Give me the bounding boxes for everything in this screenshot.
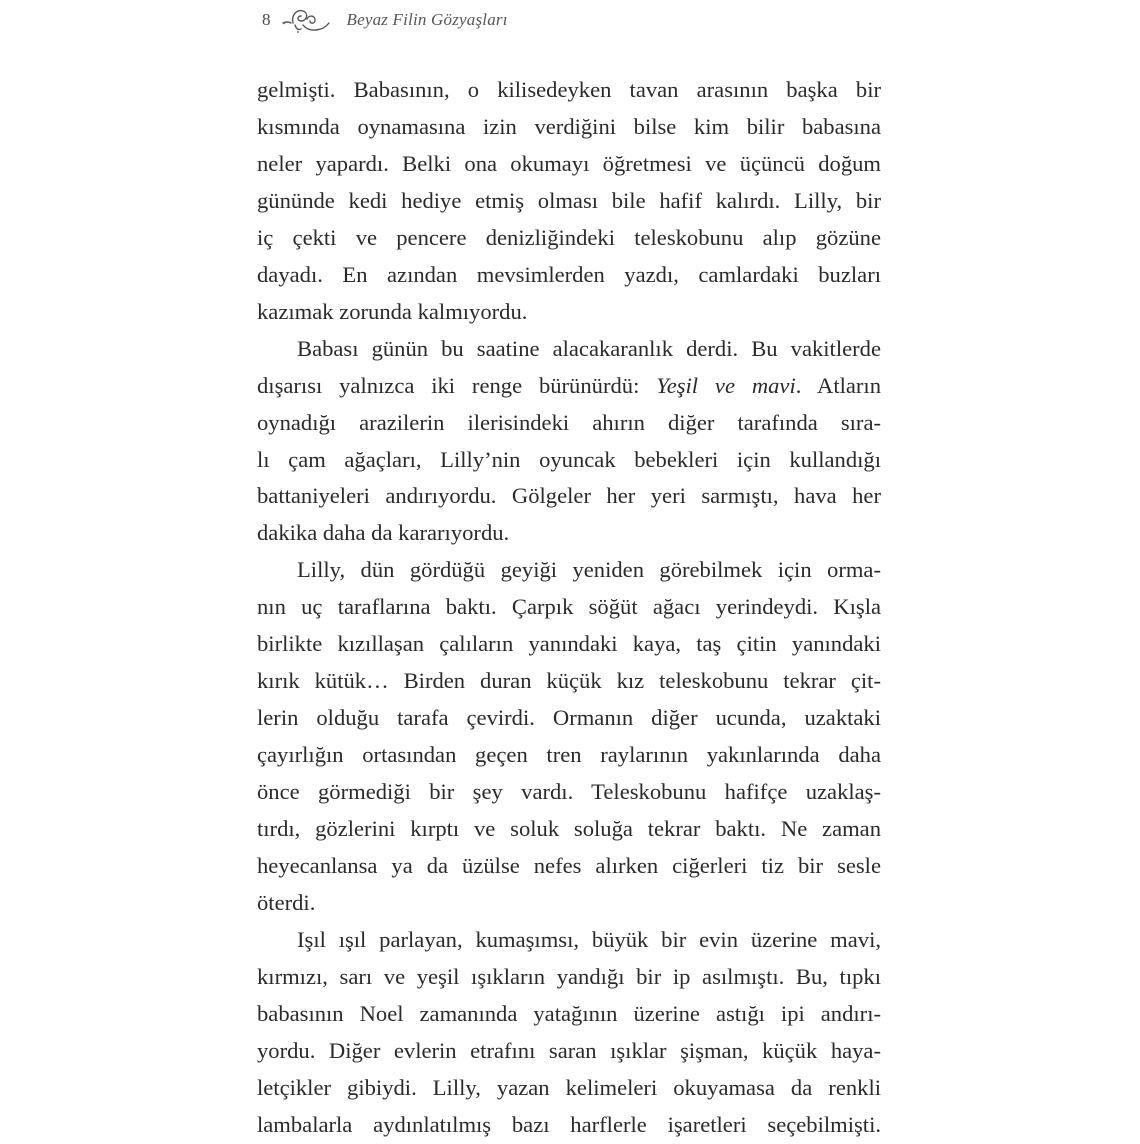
- text-line: oynadığı arazilerin ilerisindeki ahırın diğer tarafında sıra-: [257, 409, 881, 435]
- text-line: dayadı. En azından mevsimlerden yazdı, camlardaki buzları: [257, 261, 881, 287]
- text-segment: . Atların: [795, 372, 881, 398]
- text-line: gününde kedi hediye etmiş olması bile hafif kalırdı. Lilly, bir: [257, 187, 881, 213]
- text-line: lambalarla aydınlatılmış bazı harflerle işaretleri seçebilmişti.: [257, 1111, 881, 1137]
- running-header: [262, 4, 508, 36]
- running-title: Beyaz Filin Gözyaşları: [346, 10, 508, 29]
- text-line: kısmında oynamasına izin verdiğini bilse kim bilir babasına: [257, 113, 881, 139]
- text-line: battaniyeleri andırıyordu. Gölgeler her yeri sarmıştı, hava her: [257, 483, 881, 509]
- text-line: çayırlığın ortasından geçen tren raylarının yakınlarında daha: [257, 742, 881, 768]
- floral-ornament-icon: [279, 5, 335, 35]
- text-line: letçikler gibiydi. Lilly, yazan kelimeleri okuyamasa da renkli: [257, 1074, 881, 1100]
- text-line: iç çekti ve pencere denizliğindeki teleskobunu alıp gözüne: [257, 224, 881, 250]
- text-line: kırmızı, sarı ve yeşil ışıkların yandığı bir ip asılmıştı. Bu, tıpkı: [257, 963, 881, 989]
- text-line: yordu. Diğer evlerin etrafını saran ışıklar şişman, küçük haya-: [257, 1037, 881, 1063]
- text-line: Babası günün bu saatine alacakaranlık derdi. Bu vakitlerde: [297, 335, 881, 361]
- text-line: gelmişti. Babasının, o kilisedeyken tavan arasının başka bir: [257, 77, 881, 102]
- text-line: dakika daha da kararıyordu.: [257, 520, 510, 546]
- text-line: heyecanlansa ya da üzülse nefes alırken ciğerleri tiz bir sesle: [257, 853, 881, 879]
- paragraph-4: [257, 922, 881, 1144]
- text-line: Lilly, dün gördüğü geyiği yeniden görebilmek için orma-: [297, 557, 881, 583]
- paragraph-2: [257, 331, 881, 553]
- text-line: lerin olduğu tarafa çevirdi. Ormanın diğer ucunda, uzaktaki: [257, 705, 881, 731]
- text-segment: dışarısı yalnızca iki renge bürünürdü:: [257, 372, 657, 398]
- text-line: Işıl ışıl parlayan, kumaşımsı, büyük bir evin üzerine mavi,: [297, 926, 881, 952]
- paragraph-3: [257, 552, 881, 922]
- text-line: öterdi.: [257, 889, 316, 915]
- text-line: neler yapardı. Belki ona okumayı öğretmesi ve üçüncü doğum: [257, 150, 881, 176]
- text-line: babasının Noel zamanında yatağının üzerine astığı ipi andırı-: [257, 1000, 881, 1026]
- text-line-with-italic: [257, 368, 881, 405]
- paragraph-1: [257, 72, 881, 331]
- text-line: kazımak zorunda kalmıyordu.: [257, 298, 528, 324]
- text-line: önce görmediği bir şey vardı. Teleskobunu hafifçe uzaklaş-: [257, 779, 881, 805]
- text-line: nın uç taraflarına baktı. Çarpık söğüt ağacı yerindeydi. Kışla: [257, 594, 881, 620]
- text-line: kırık kütük… Birden duran küçük kız teleskobunu tekrar çit-: [257, 668, 881, 694]
- italic-phrase: Yeşil ve mavi: [656, 372, 796, 398]
- body-text: [257, 72, 881, 1144]
- page-number: 8: [262, 10, 271, 29]
- text-line: birlikte kızıllaşan çalıların yanındaki kaya, taş çitin yanındaki: [257, 631, 881, 657]
- text-line: tırdı, gözlerini kırptı ve soluk soluğa tekrar baktı. Ne zaman: [257, 816, 881, 842]
- text-line: lı çam ağaçları, Lilly’nin oyuncak bebekleri için kullandığı: [257, 446, 881, 472]
